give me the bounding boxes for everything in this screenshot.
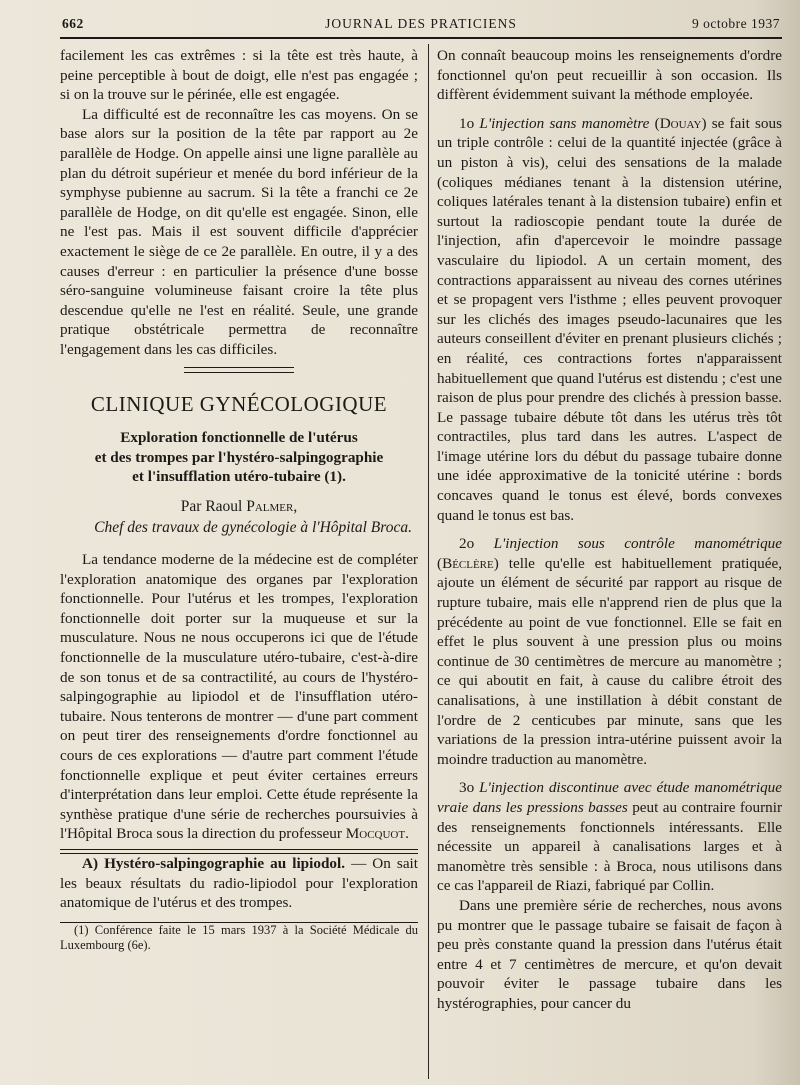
subsection-paragraph: [60, 854, 418, 913]
article-title: [60, 428, 418, 487]
paren-open: (: [649, 114, 660, 132]
header-rule: [60, 37, 782, 39]
paragraph-continuation: facilement les cas extrêmes : si la tête est très haute, à peine perceptible à bout de doigt, elle n'est pas engagée ; si on la trouve sur le périnée, elle est engagée.: [60, 47, 418, 104]
method-text: ) telle qu'elle est habituellement pratiquée, ajoute un élément de sécurité par rapport au risque de rupture tubaire, mais elle n'apprend rien de plus que la précédente au point de vue fonctionnel. Elle se fait en effet le plus souvent à une pression plus ou moins continue de 30 centimètres de mercure au manomètre ; ce qui aboutit en fait, à cause du calibre étroit des canalisations, à une instillation à débit constant de l'ordre de 2 centicubes par minute, sans que les variations de la pression intra-utérine puissent avoir la moindre traduction au manomètre.: [437, 554, 782, 768]
method-title: L'injection sous contrôle manométrique: [493, 535, 782, 553]
method-title: L'injection sans manomètre: [479, 114, 650, 132]
article-title-line: Exploration fonctionnelle de l'utérus: [120, 429, 358, 447]
running-head: [62, 14, 780, 34]
intro-paragraph: [60, 550, 418, 844]
author-affiliation: Chef des travaux de gynécologie à l'Hôpital Broca.: [94, 519, 412, 537]
professor-name: Mocquot.: [345, 825, 409, 843]
method-number: 3o: [459, 779, 480, 797]
intro-text: La tendance moderne de la médecine est de compléter l'exploration anatomique des organes par l'exploration fonctionnelle. Pour l'utérus et les trompes, l'exploration fonctionnelle doit porter sur la muqueuse et sur la musculature. Nous ne nous occuperons ici que de l'étude fonctionnelle de la musculature utéro-tubaire, c'est-à-dire de son tonus et de sa contractilité, au cours de l'hystéro-salpingographie au lipiodol et de l'insufflation utéro-tubaire. Nous tenterons de montrer — d'une part comment on peut tirer des renseignements d'ordre fonctionnel au cours de ces explorations — d'autre part comment l'étude fonctionnelle explique et peut éviter certaines erreurs d'interprétation dans leur emploi. Cette étude représente la synthèse pratique d'une série de recherches poursuivies à l'Hôpital Broca sous la direction du professeur: [60, 551, 418, 843]
journal-title: JOURNAL DES PRATICIENS: [325, 16, 517, 31]
method-text: ) se fait sous un triple contrôle : celui de la quantité injectée (grâce à un piston à vis), celui des sensations de la malade (coliques médianes tenant à la distension utérine, coliques latérales tenant à la distension tubaire) enfin et surtout la radioscopie pendant toute la durée de l'injection, afin d'apercevoir le moindre passage vasculaire du lipiodol. A un certain moment, des contractions apparaissent au niveau des cornes utérines et se propagent vers l'isthme ; elles peuvent provoquer sur les clichés des images pseudo-lacunaires que les auteurs conseillent d'éviter en prenant plusieurs clichés ; en réalité, ces contractions fortes n'apparaissent habituellement que quand l'utérus est distendu ; c'est une raison de plus pour prendre des clichés à pression basse. Le passage tubaire débute tôt dans les utérus très tôt contractiles, plus tard dans les autres. L'aspect de l'image utérine lors du début du passage tubaire donne une idée approximative de la tonicité utérine : bords concaves quand le tonus est élevé, bords convexes quand le tonus est bas.: [437, 114, 782, 524]
subsection-heading: A) Hystéro-salpingographie au lipiodol.: [82, 854, 346, 872]
method-1-paragraph: [437, 114, 782, 525]
page-number: 662: [62, 16, 84, 31]
method-2-paragraph: [437, 534, 782, 769]
paragraph-final: Dans une première série de recherches, nous avons pu montrer que le passage tubaire se faisait de façon à peu près constante quand la pression dans l'utérus était entre 4 et 7 centimètres de mercure, et qu'on devait pouvoir éviter le passage tubaire dans les hystérographies, pour cancer du: [437, 896, 782, 1012]
footnote: (1) Conférence faite le 15 mars 1937 à la Société Médicale du Luxembourg (6e).: [60, 922, 418, 952]
section-title: CLINIQUE GYNÉCOLOGIQUE: [90, 391, 388, 416]
author-prefix: Par Raoul: [180, 497, 247, 515]
author-surname: Palmer,: [246, 497, 298, 515]
article-title-line: et des trompes par l'hystéro-salpingographie: [94, 448, 384, 466]
method-number: 2o: [459, 535, 494, 553]
method-title: L'injection discontinue avec étude manométrique vraie dans les pressions basses: [437, 779, 782, 816]
issue-date: 9 octobre 1937: [692, 16, 780, 31]
right-column: [437, 46, 782, 1014]
author-byline: [60, 497, 418, 517]
method-text: peut au contraire fournir des renseignements fonctionnels intéressants. Elle nécessite un appareil à canalisations larges et à manomètre très sensible : à Broca, nous utilisons dans ce cas l'appareil de Riazi, fabriqué par Collin.: [437, 798, 782, 895]
column-divider: [428, 44, 429, 1079]
paragraph-difficulty: La difficulté est de reconnaître les cas moyens. On se base alors sur la position de la tête par rapport au 2e parallèle de Hodge. On appelle ainsi une ligne parallèle au plan du détroit supérieur et menée du bord inférieur de la symphyse pubienne au sacrum. Si la tête a franchi ce 2e parallèle de Hodge, on dit qu'elle est engagée. Sinon, elle ne l'est pas. Mais il est souvent difficile d'apprécier exactement le siège de ce 2e parallèle. En outre, il y a des causes d'erreur : en particulier la présence d'une bosse séro-sanguine volumineuse faisant croire la tête plus descendue qu'elle ne l'est en réalité. Seule, une grande pratique obstétricale permettra de reconnaître l'engagement dans les cas difficiles.: [60, 105, 418, 358]
ornamental-rule: [184, 367, 294, 373]
paren-open: (: [437, 554, 443, 572]
subsection-text: — On sait les beaux résultats du radio-lipiodol pour l'exploration anatomique de l'utérus et des trompes.: [60, 854, 418, 912]
method-author: Béclère: [442, 554, 494, 572]
method-3-paragraph: [437, 778, 782, 896]
paragraph-intro: On connaît beaucoup moins les renseignements d'ordre fonctionnel qu'on peut recueillir à son occasion. Ils diffèrent évidemment suivant la méthode employée.: [437, 47, 782, 104]
article-title-line: et l'insufflation utéro-tubaire (1).: [132, 468, 346, 486]
method-author: Douay: [659, 114, 702, 132]
method-number: 1o: [459, 114, 480, 132]
left-column: [60, 46, 418, 953]
